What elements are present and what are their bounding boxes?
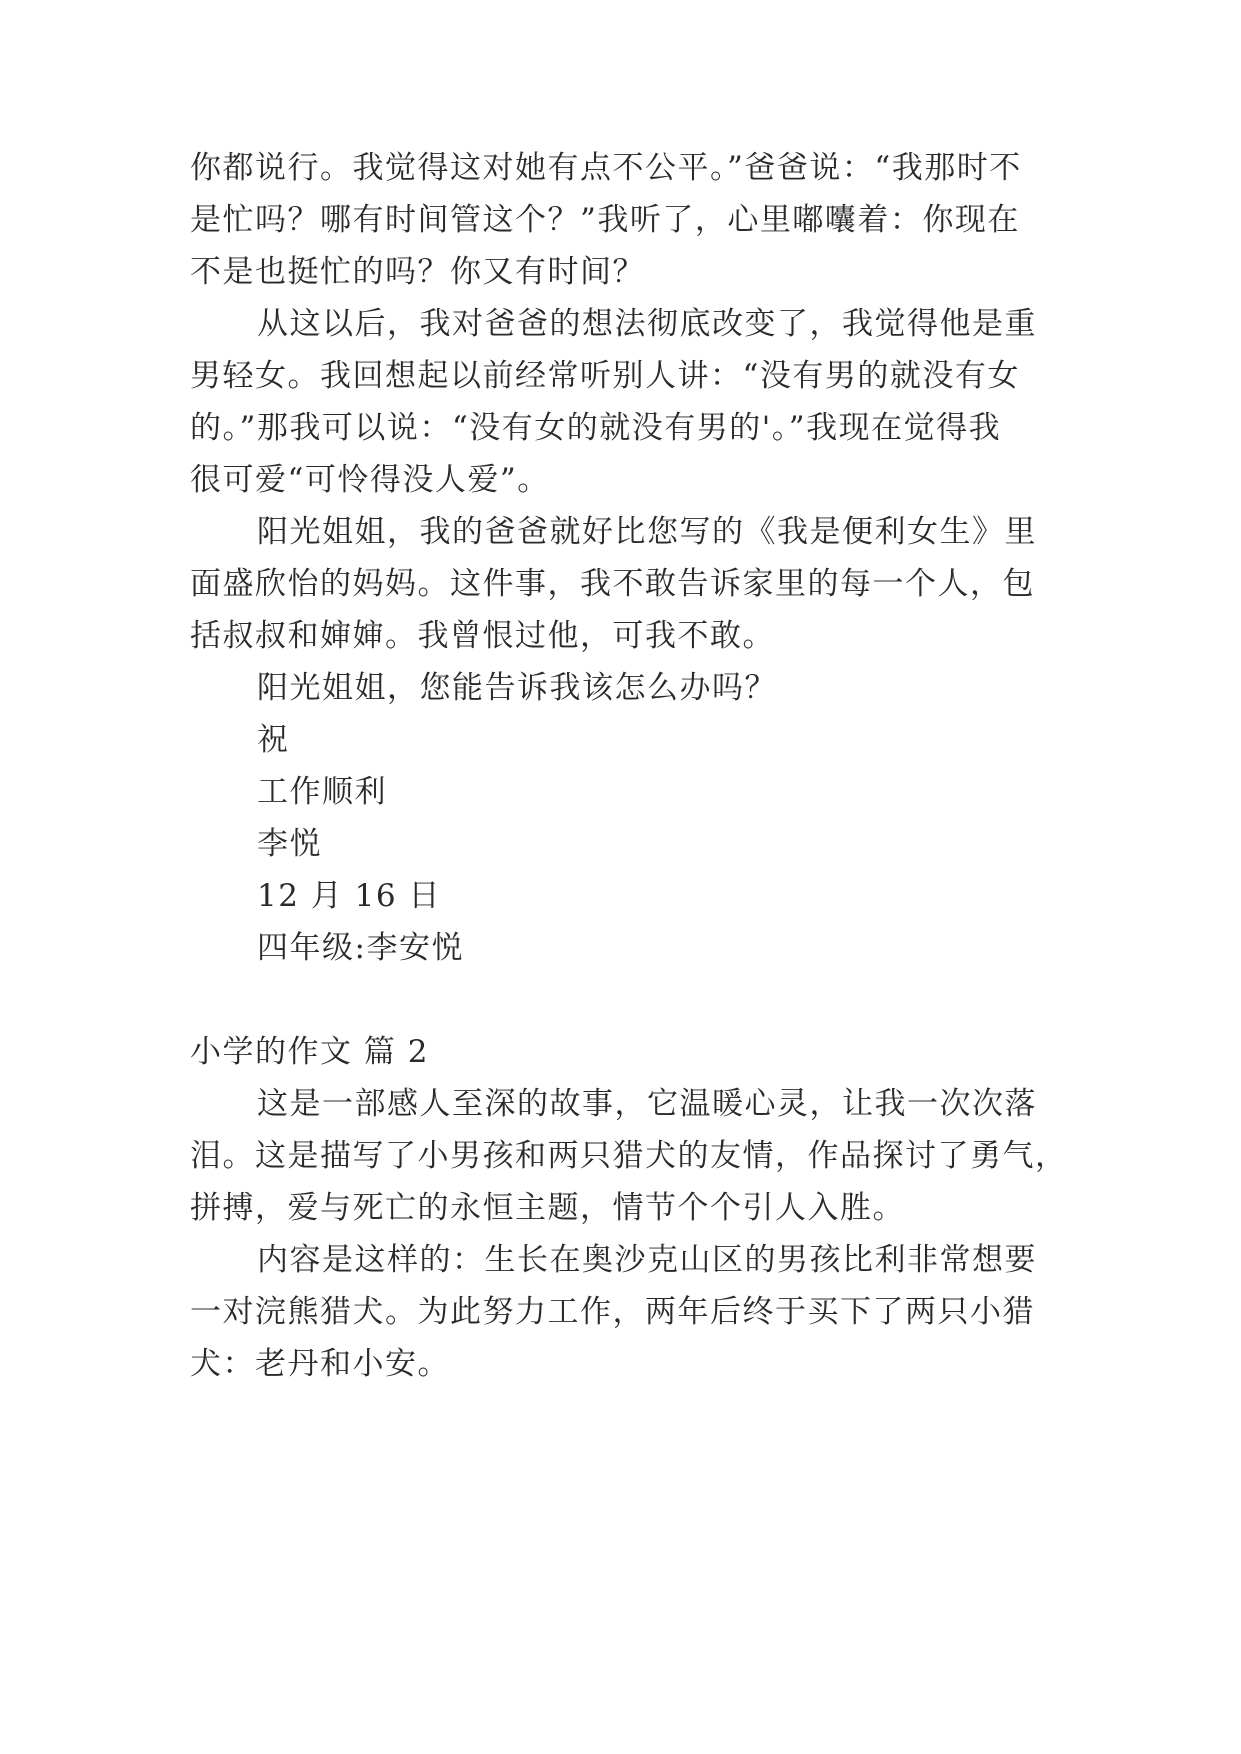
text-line: 是忙吗？哪有时间管这个？”我听了，心里嘟囔着：你现在: [190, 202, 1020, 238]
text-line: 泪。这是描写了小男孩和两只猎犬的友情，作品探讨了勇气，: [190, 1138, 1068, 1174]
text-line: 你都说行。我觉得这对她有点不公平。”爸爸说：“我那时不: [190, 150, 1022, 186]
section-heading: 小学的作文 篇 2: [190, 1034, 429, 1070]
paragraph-start: 阳光姐姐，您能告诉我该怎么办吗？: [257, 670, 777, 706]
closing-line: 工作顺利: [257, 774, 387, 810]
text-line: 括叔叔和婶婶。我曾恨过他，可我不敢。: [190, 618, 775, 654]
text-line: 犬：老丹和小安。: [190, 1346, 450, 1382]
paragraph-start: 内容是这样的：生长在奥沙克山区的男孩比利非常想要: [257, 1242, 1037, 1278]
text-line: 的。”那我可以说：“没有女的就没有男的'。”我现在觉得我: [190, 410, 1002, 446]
date-line: 12 月 16 日: [257, 878, 441, 914]
text-line: 男轻女。我回想起以前经常听别人讲：“没有男的就没有女: [190, 358, 1020, 394]
text-line: 不是也挺忙的吗？你又有时间？: [190, 254, 645, 290]
paragraph-start: 从这以后，我对爸爸的想法彻底改变了，我觉得他是重: [257, 306, 1037, 342]
text-line: 拼搏，爱与死亡的永恒主题，情节个个引人入胜。: [190, 1190, 905, 1226]
text-line: 面盛欣怡的妈妈。这件事，我不敢告诉家里的每一个人，包: [190, 566, 1035, 602]
closing-line: 祝: [257, 722, 290, 758]
signature-line: 李悦: [257, 826, 322, 862]
text-line: 很可爱“可怜得没人爱”。: [190, 462, 550, 498]
author-line: 四年级:李安悦: [257, 930, 464, 966]
text-line: 一对浣熊猎犬。为此努力工作，两年后终于买下了两只小猎: [190, 1294, 1035, 1330]
paragraph-start: 阳光姐姐，我的爸爸就好比您写的《我是便利女生》里: [257, 514, 1037, 550]
paragraph-start: 这是一部感人至深的故事，它温暖心灵，让我一次次落: [257, 1086, 1037, 1122]
